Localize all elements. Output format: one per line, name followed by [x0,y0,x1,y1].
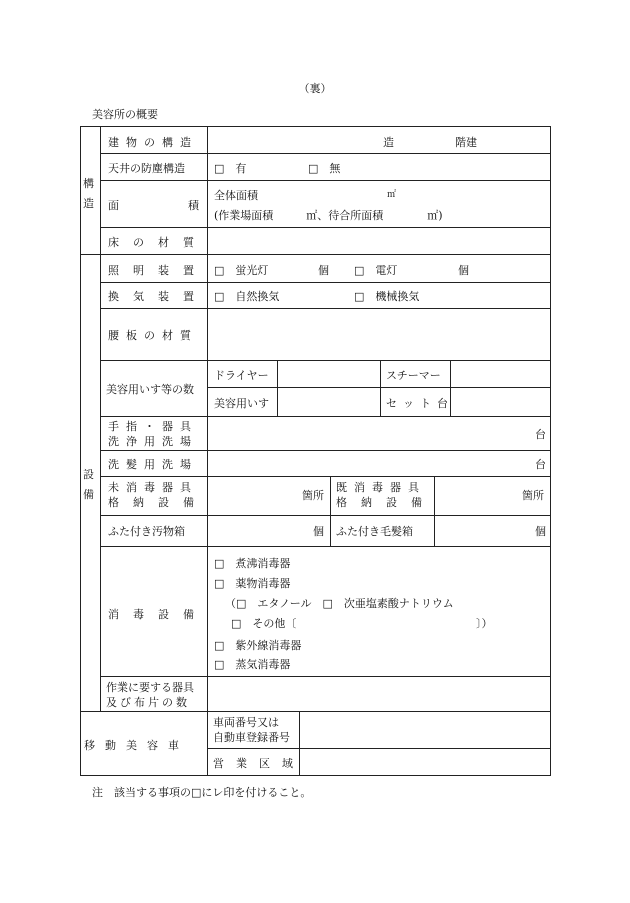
label-undisinfected-1: 未消毒器具 [108,481,198,494]
ceiling-yes-checkbox[interactable]: □ 有 [214,162,247,175]
building-floors: 階建 [455,136,477,149]
ceiling-no-checkbox[interactable]: □ 無 [308,162,341,175]
group-mobile: 移動美容車 [84,739,189,752]
label-floor: 床の材質 [108,236,208,249]
label-vehicle-number-1: 車両番号又は [213,716,279,729]
label-disinfected-1: 既消毒器具 [336,481,426,494]
hair-bin-unit: 個 [535,525,546,538]
label-area-1: 面 [108,199,119,212]
lighting-bulb-unit: 個 [458,264,469,277]
waste-bin-unit: 個 [313,525,324,538]
ventilation-mechanical-checkbox[interactable]: □ 機械換気 [354,290,420,303]
label-ceiling: 天井の防塵構造 [108,162,185,175]
label-tools-1: 作業に要する器具 [106,681,194,694]
ventilation-natural-checkbox[interactable]: □ 自然換気 [214,290,280,303]
label-handwash-2: 洗浄用洗場 [108,435,198,448]
area-breakdown: (作業場面積 ㎡、待合所面積 ㎡) [214,209,443,222]
label-undisinfected-2: 格納設備 [108,496,208,509]
label-business-area: 営業区域 [213,757,305,770]
section-title: 美容所の概要 [92,108,158,121]
chair-label: 美容用いす [214,397,269,410]
label-vehicle-number-2: 自動車登録番号 [213,731,290,744]
group-structure-1: 構 [83,177,94,190]
label-wainscot: 腰板の材質 [108,329,198,342]
other-chemical-checkbox[interactable]: □ その他〔 [231,617,297,630]
building-suffix: 造 [383,136,394,149]
boiling-disinfector-checkbox[interactable]: □ 煮沸消毒器 [214,557,291,570]
handwash-unit: 台 [535,428,546,441]
label-chairs: 美容用いす等の数 [106,383,194,396]
lighting-fluorescent-unit: 個 [318,264,329,277]
label-hairwash: 洗髪用洗場 [108,458,198,471]
chemical-disinfector-checkbox[interactable]: □ 薬物消毒器 [214,577,291,590]
group-equipment-1: 設 [83,468,94,481]
group-equipment-2: 備 [83,488,94,501]
footnote: 注 該当する事項の□にレ印を付けること。 [92,786,312,799]
dryer-label: ドライヤー [214,369,269,382]
other-chemical-close: 〕） [476,617,493,630]
undisinfected-unit: 箇所 [302,489,324,502]
uv-disinfector-checkbox[interactable]: □ 紫外線消毒器 [214,639,302,652]
set-label: セット台 [386,397,454,410]
label-area-2: 積 [188,199,199,212]
label-disinfection: 消毒設備 [108,608,208,621]
group-structure-2: 造 [83,197,94,210]
label-handwash-1: 手指・器具 [108,420,198,433]
disinfected-unit: 箇所 [522,489,544,502]
lighting-bulb-checkbox[interactable]: □ 電灯 [354,264,398,277]
area-total-unit: ㎡ [387,190,397,200]
label-disinfected-2: 格納設備 [336,496,436,509]
page-header: （裏） [298,82,332,95]
area-total-label: 全体面積 [214,189,258,202]
label-tools-2: 及び布片の数 [106,696,190,709]
lighting-fluorescent-checkbox[interactable]: □ 蛍光灯 [214,264,269,277]
label-waste-bin: ふた付き汚物箱 [108,525,185,538]
label-building: 建物の構造 [108,136,198,149]
chemical-type-options[interactable]: （□ エタノール □ 次亜塩素酸ナトリウム [225,597,454,610]
steam-disinfector-checkbox[interactable]: □ 蒸気消毒器 [214,658,291,671]
label-ventilation: 換気装置 [108,290,208,303]
hairwash-unit: 台 [535,458,546,471]
label-hair-bin: ふた付き毛髪箱 [336,525,413,538]
label-lighting: 照明装置 [108,264,208,277]
steamer-label: スチーマー [386,369,441,382]
